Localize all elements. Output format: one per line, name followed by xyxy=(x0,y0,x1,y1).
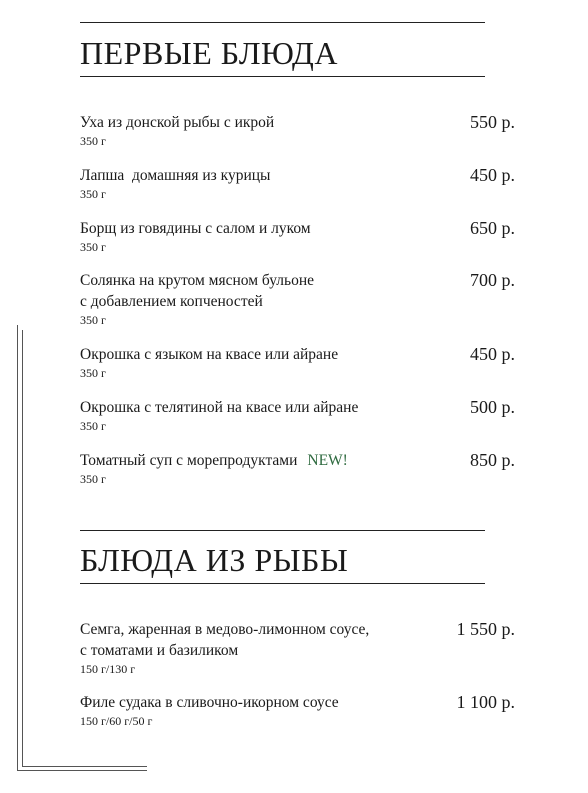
item-weight: 350 г xyxy=(80,313,106,327)
item-weight: 350 г xyxy=(80,134,106,148)
item-weight: 150 г/60 г/50 г xyxy=(80,714,153,728)
menu-item xyxy=(80,270,515,327)
menu-item xyxy=(80,397,515,433)
item-price: 450 р. xyxy=(470,165,515,185)
menu-item xyxy=(80,344,515,380)
menu-item xyxy=(80,450,515,486)
item-name: Окрошка с телятиной на квасе или айране xyxy=(80,399,359,416)
section-top-rule xyxy=(80,530,485,531)
section-title: БЛЮДА ИЗ РЫБЫ xyxy=(80,542,349,578)
menu-item xyxy=(80,165,515,201)
item-name: Борщ из говядины с салом и луком xyxy=(80,220,311,237)
frame-line-horizontal-outer xyxy=(17,770,147,771)
frame-line-horizontal-inner xyxy=(22,766,147,767)
item-price: 1 100 р. xyxy=(456,692,515,712)
menu-item xyxy=(80,619,515,676)
item-name xyxy=(80,450,515,471)
item-price: 500 р. xyxy=(470,397,515,417)
section-fish-dishes xyxy=(80,530,515,730)
item-price: 850 р. xyxy=(470,450,515,470)
item-price: 550 р. xyxy=(470,112,515,132)
item-weight: 350 г xyxy=(80,419,106,433)
menu-item xyxy=(80,112,515,148)
item-name-text: Томатный суп с морепродуктами xyxy=(80,452,298,469)
item-name: Окрошка с языком на квасе или айране xyxy=(80,346,339,363)
item-weight: 350 г xyxy=(80,187,106,201)
item-price: 700 р. xyxy=(470,270,515,290)
section-bottom-rule xyxy=(80,583,485,584)
frame-line-vertical-inner xyxy=(22,330,23,766)
section-title: ПЕРВЫЕ БЛЮДА xyxy=(80,35,338,71)
item-name: Семга, жаренная в медово-лимонном соусе, xyxy=(80,621,370,638)
item-weight: 350 г xyxy=(80,240,106,254)
item-name: Филе судака в сливочно-икорном соусе xyxy=(80,694,339,711)
frame-line-vertical-outer xyxy=(17,325,18,770)
item-name: Лапша домашняя из курицы xyxy=(80,167,271,184)
item-weight: 150 г/130 г xyxy=(80,662,136,676)
item-name: Солянка на крутом мясном бульоне xyxy=(80,272,315,289)
item-name-line2: с добавлением копченостей xyxy=(80,293,263,310)
item-price: 650 р. xyxy=(470,218,515,238)
item-name: Уха из донской рыбы с икрой xyxy=(80,114,275,131)
item-price: 1 550 р. xyxy=(456,619,515,639)
section-first-courses xyxy=(80,22,515,502)
item-weight: 350 г xyxy=(80,366,106,380)
item-price: 450 р. xyxy=(470,344,515,364)
menu-item xyxy=(80,692,515,728)
menu-item xyxy=(80,218,515,254)
item-weight: 350 г xyxy=(80,472,106,486)
new-badge: NEW! xyxy=(307,452,348,469)
section-bottom-rule xyxy=(80,76,485,77)
section-top-rule xyxy=(80,22,485,23)
item-name-line2: с томатами и базиликом xyxy=(80,642,239,659)
